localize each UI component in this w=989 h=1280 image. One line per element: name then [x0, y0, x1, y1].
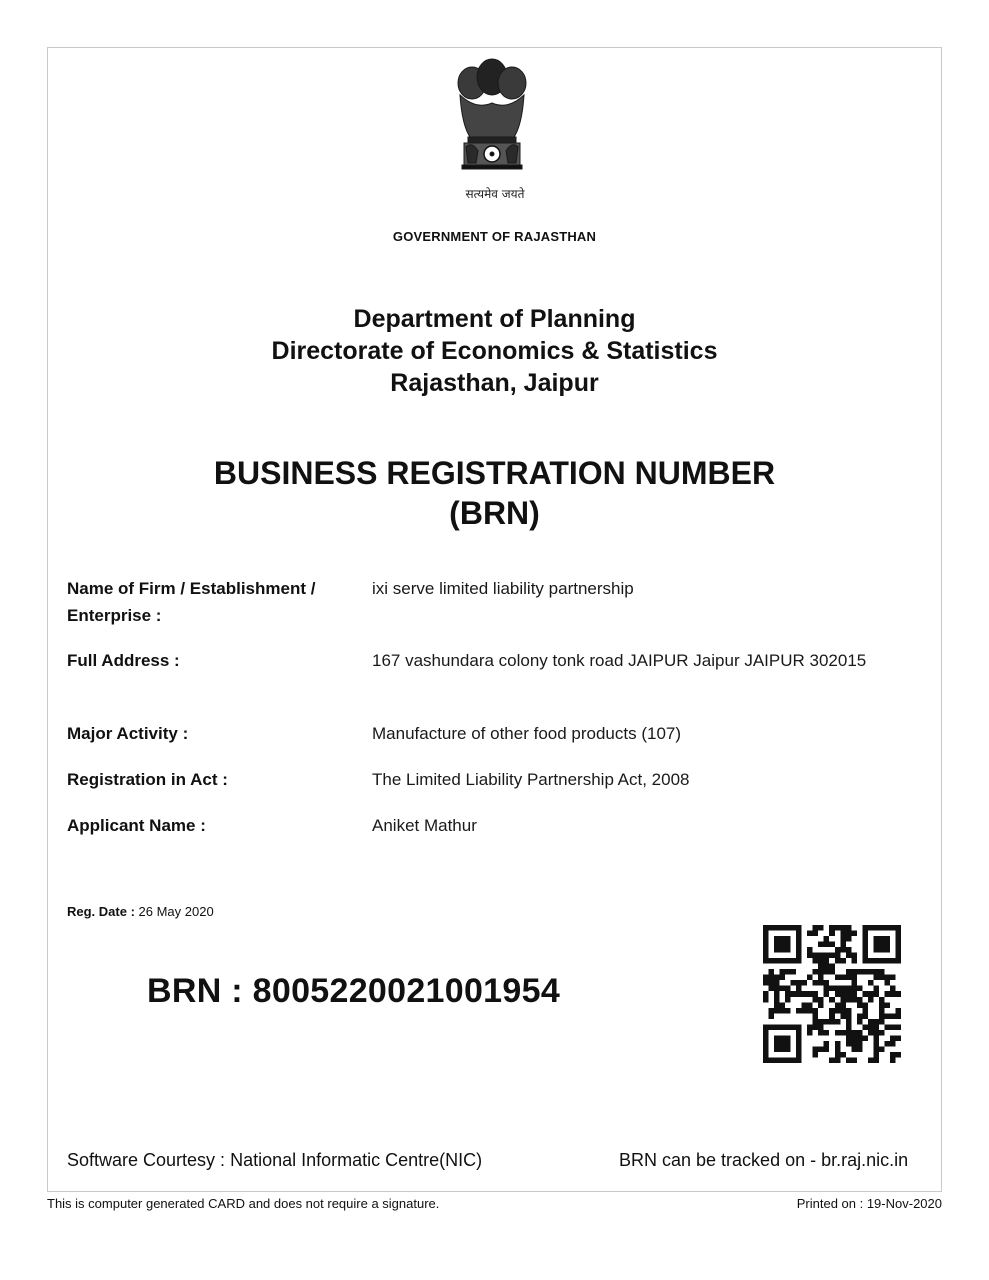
software-courtesy: Software Courtesy : National Informatic Centre(NIC) [67, 1150, 483, 1170]
government-heading: GOVERNMENT OF RAJASTHAN [392, 229, 597, 244]
national-motto: सत्यमेव जयते [465, 187, 525, 201]
department-line-3: Rajasthan, Jaipur [390, 369, 599, 397]
reg-date-value: 26 May 2020 [138, 904, 214, 919]
department-line-2: Directorate of Economics & Statistics [271, 337, 718, 365]
department-block [0, 303, 989, 399]
computer-generated-note: This is computer generated CARD and does not require a signature. [47, 1196, 440, 1211]
field-value: ixi serve limited liability partnership [372, 579, 634, 598]
field-label: Name of Firm / Establishment / Enterprise : [67, 579, 316, 625]
department-line-1: Department of Planning [353, 305, 636, 333]
certificate-title [0, 453, 989, 533]
field-label: Full Address : [67, 651, 180, 670]
field-label: Applicant Name : [67, 816, 206, 835]
field-value: 167 vashundara colony tonk road JAIPUR Jaipur JAIPUR 302015 [372, 651, 867, 670]
field-label: Registration in Act : [67, 770, 228, 789]
title-line-2: (BRN) [449, 495, 540, 531]
title-line-1: BUSINESS REGISTRATION NUMBER [213, 455, 776, 491]
registration-date [67, 904, 214, 919]
field-label: Major Activity : [67, 724, 189, 743]
printed-on-date: Printed on : 19-Nov-2020 [796, 1196, 942, 1211]
qr-code-icon [763, 925, 901, 1063]
reg-date-label: Reg. Date : [67, 904, 135, 919]
field-value: Manufacture of other food products (107) [372, 724, 682, 743]
field-value: Aniket Mathur [372, 816, 477, 835]
field-value: The Limited Liability Partnership Act, 2008 [372, 770, 690, 789]
brn-number: BRN : 8005220021001954 [147, 972, 561, 1010]
tracking-info: BRN can be tracked on - br.raj.nic.in [619, 1150, 909, 1170]
state-emblem-icon [442, 55, 542, 205]
